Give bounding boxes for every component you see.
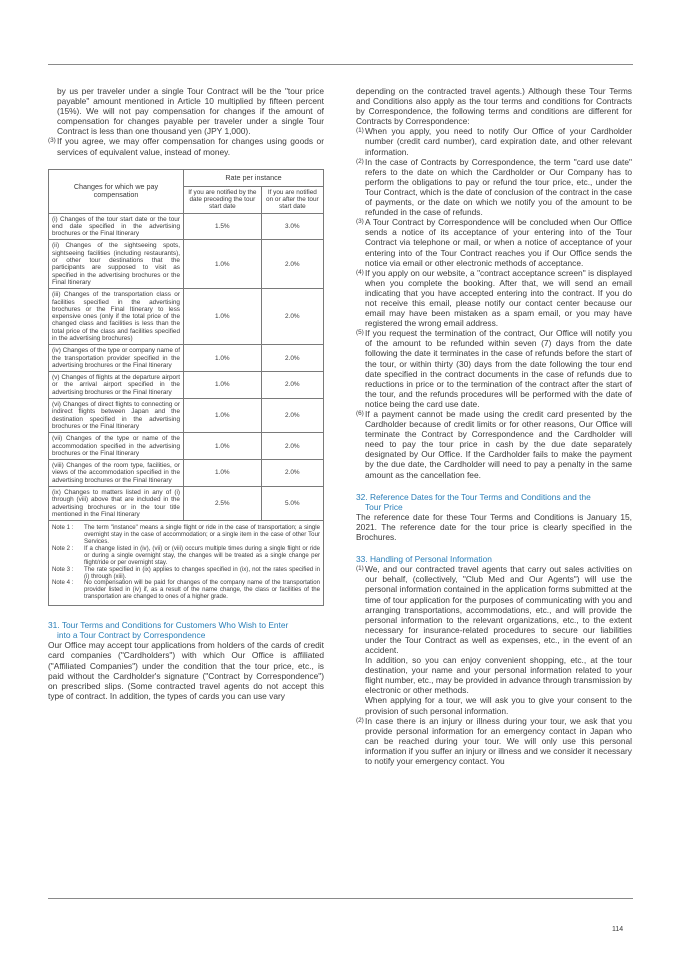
note bbox=[52, 546, 320, 567]
table-notes-row bbox=[49, 521, 324, 606]
table-row bbox=[49, 345, 324, 372]
section-33-heading: 33. Handling of Personal Information bbox=[356, 554, 492, 565]
list-item bbox=[356, 126, 632, 156]
row-description: (i) Changes of the tour start date or the tour end date specified in the advertising brochures or the Final Itinerary bbox=[49, 213, 184, 240]
table-row bbox=[49, 240, 324, 289]
list-item bbox=[356, 328, 632, 409]
list-item bbox=[48, 136, 324, 156]
row-description: (vi) Changes of direct flights to connecting or indirect flights between Japan and the destination specified in the advertising brochures or the Final Itinerary bbox=[49, 399, 184, 433]
row-rate-after: 2.0% bbox=[261, 433, 323, 460]
row-rate-before: 1.0% bbox=[184, 399, 262, 433]
table-notes bbox=[49, 521, 324, 606]
item-text: A Tour Contract by Correspondence will be concluded when Our Office sends a notice of its acceptance of your entering into of the Tour Contract via telephone or mail, or when a notice of acceptance of your entering into of the Tour Contract reaches you if Our Office sends the notice via email or other electronic methods of acceptance. bbox=[365, 217, 632, 268]
left-column bbox=[48, 86, 324, 701]
top-rule bbox=[48, 64, 633, 65]
row-rate-before: 1.0% bbox=[184, 289, 262, 345]
note-text: The term "instance" means a single flight or ride in the case of transportation; a single overnight stay in the case of accommodation; or a single item in the case of other Tour Services. bbox=[84, 524, 320, 546]
row-description: (iii) Changes of the transportation class or facilities specified in the advertising brochures or the Final Itinerary to less expensive ones (only if the total price of the changed class and facilities is less than the total price of the class and facilities specified in the advertising brochures) bbox=[49, 289, 184, 345]
list-item bbox=[356, 157, 632, 218]
section-31-heading-line2: into a Tour Contract by Correspondence bbox=[57, 630, 206, 641]
row-rate-after: 2.0% bbox=[261, 289, 323, 345]
item-text: In case there is an injury or illness during your tour, we ask that you provide personal information for an emergency contact in Japan who can be reached during your tour. We will only use this personal information if you suffer an injury or illness and we consider it necessary to notify your emergency contact. You bbox=[365, 715, 632, 766]
table-row bbox=[49, 289, 324, 345]
row-description: (viii) Changes of the room type, facilities, or views of the accommodation specified in the advertising brochures or the Final Itinerary bbox=[49, 460, 184, 487]
table-row bbox=[49, 372, 324, 399]
table-row bbox=[49, 487, 324, 521]
row-rate-after: 2.0% bbox=[261, 460, 323, 487]
column-header-changes: Changes for which we pay compensation bbox=[49, 169, 184, 213]
item-number: (3) bbox=[48, 137, 56, 145]
list-item bbox=[356, 268, 632, 329]
row-rate-before: 1.5% bbox=[184, 213, 262, 240]
row-rate-after: 2.0% bbox=[261, 399, 323, 433]
section-32-heading-line2: Tour Price bbox=[365, 501, 403, 512]
note-label: Note 2 : bbox=[52, 544, 74, 552]
table-row bbox=[49, 399, 324, 433]
item-text: If a payment cannot be made using the credit card presented by the Cardholder because of credit limits or for other reasons, Our Office will terminate the Contract by Correspondence and the Cardholder will need to pay the tour price in cash by the due date separately designated by Our Office. If the Cardholder fails to make the payment by the due date, the Cardholder will need to pay a penalty in the same amount as the cancellation fee. bbox=[365, 409, 632, 480]
column-header-rate: Rate per instance bbox=[184, 169, 324, 186]
item-text: In the case of Contracts by Correspondence, the term "card use date" refers to the date on which the Cardholder or Our Company has to perform the obligations to pay or refund the tour price, etc., under the Tour Contract, which is the date of conclusion of the contract in the case of payments, or the date on which we notify you of the amount to be refunded in the case of refunds. bbox=[365, 156, 632, 218]
item-text-main: We, and our contracted travel agents that carry out sales activities on our behalf, (collectively, "Club Med and Our Agents") will use the personal information contained in the application forms submitted at the time of tour application for the purposes of communicating with you and arranging transportations, accommodations, etc., and will provide the personal information to the relevant organizations, etc., to the extent necessary for insurance-related procedures to secure our liabilities under the Tour Contract as well as expenses, etc., in the event of an accident. bbox=[365, 564, 632, 655]
column-header-before-start: If you are notified by the date preceding the tour start date bbox=[184, 186, 262, 213]
row-description: (vii) Changes of the type or name of the accommodation specified in the advertising brochures or the Final Itinerary bbox=[49, 433, 184, 460]
row-rate-before: 1.0% bbox=[184, 460, 262, 487]
item-number: (2) bbox=[356, 716, 364, 724]
continued-paragraph: depending on the contracted travel agents.) Although these Tour Terms and Conditions also apply as the tour terms and conditions for Contracts by Correspondence, the following terms and conditions are different for Contracts by Correspondence: bbox=[356, 86, 632, 127]
item-text bbox=[365, 564, 632, 655]
list-item bbox=[356, 564, 632, 655]
item-subparagraph: When applying for a tour, we will ask you to give your consent to the provision of such personal information. bbox=[365, 695, 632, 716]
table-row bbox=[49, 460, 324, 487]
list-item bbox=[356, 217, 632, 267]
table-header-row bbox=[49, 169, 324, 186]
row-rate-before: 1.0% bbox=[184, 345, 262, 372]
row-description: (iv) Changes of the type or company name of the transportation provider specified in the advertising brochures or the Final Itinerary bbox=[49, 345, 184, 372]
row-description: (ix) Changes to matters listed in any of (i) through (viii) above that are included in the advertising brochures or in the tour title mentioned in the Final Itinerary bbox=[49, 487, 184, 521]
right-column bbox=[356, 86, 632, 766]
note-label: Note 1 : bbox=[52, 524, 74, 532]
note-label: Note 4 : bbox=[52, 579, 74, 587]
section-31-body: Our Office may accept tour applications from holders of the cards of credit card companies ("Cardholders") with which Our Office is affiliated ("Affiliated Companies") under the condition that the tour price, etc., is paid without the Cardholder's signature ("Contract by Correspondence") on prescribed slips. (Some contracted travel agents do not accept this type of contract. In addition, the types of cards you can use vary bbox=[48, 640, 324, 701]
item-text: If you agree, we may offer compensation for changes using goods or services of equivalent value, instead of money. bbox=[57, 136, 324, 157]
row-rate-after: 3.0% bbox=[261, 213, 323, 240]
section-32-heading bbox=[356, 492, 632, 512]
item-number: (2) bbox=[356, 157, 364, 165]
row-rate-before: 1.0% bbox=[184, 240, 262, 289]
row-rate-before: 1.0% bbox=[184, 372, 262, 399]
note bbox=[52, 525, 320, 546]
list-item bbox=[356, 409, 632, 480]
item-number: (5) bbox=[356, 329, 364, 337]
column-header-after-start: If you are notified on or after the tour start date bbox=[261, 186, 323, 213]
item-number: (4) bbox=[356, 268, 364, 276]
section-31-heading-line1: 31. Tour Terms and Conditions for Customers Who Wish to Enter bbox=[48, 620, 289, 631]
table-row bbox=[49, 213, 324, 240]
item-subparagraph: In addition, so you can enjoy convenient shopping, etc., at the tour destination, your name and your personal information related to your flight number, etc., may be provided in advance through transmission by electronic or other methods. bbox=[365, 655, 632, 696]
item-number: (3) bbox=[356, 218, 364, 226]
item-number: (1) bbox=[356, 565, 364, 573]
note-text: If a change listed in (iv), (vii) or (viii) occurs multiple times during a single flight or ride or during a single overnight stay, the changes will be treated as a single change per flight/ride or per overnight stay. bbox=[84, 544, 320, 566]
item-text: If you apply on our website, a "contract acceptance screen" is displayed when you complete the booking. After that, we will send an email indicating that you have accepted entering into the contract. If you do not receive this email, please notify our contact center because our email may have been mistaken as a spam email, or you may have registered the wrong email address. bbox=[365, 267, 632, 329]
item-number: (1) bbox=[356, 127, 364, 135]
row-rate-after: 2.0% bbox=[261, 240, 323, 289]
table-row bbox=[49, 433, 324, 460]
note-text: No compensation will be paid for changes of the company name of the transportation provider listed in (iv) if, as a result of the name change, the class or facilities of the transportation are changed to ones of a higher grade. bbox=[84, 579, 320, 601]
bottom-rule bbox=[48, 898, 633, 899]
note bbox=[52, 567, 320, 581]
row-description: (v) Changes of flights at the departure airport or the arrival airport specified in the advertising brochures or the Final Itinerary bbox=[49, 372, 184, 399]
row-rate-before: 1.0% bbox=[184, 433, 262, 460]
section-32-heading-line1: 32. Reference Dates for the Tour Terms and Conditions and the bbox=[356, 491, 591, 502]
intro-paragraph: by us per traveler under a single Tour Contract will be the "tour price payable" amount mentioned in Article 10 multiplied by fifteen percent (15%). We will not pay compensation for changes if the amount of compensation for changes payable per traveler under a single Tour Contract is less than one thousand yen (JPY 1,000). bbox=[57, 86, 324, 137]
list-item bbox=[356, 716, 632, 766]
note-label: Note 3 : bbox=[52, 565, 74, 573]
row-rate-before: 2.5% bbox=[184, 487, 262, 521]
row-rate-after: 2.0% bbox=[261, 345, 323, 372]
item-text: If you request the termination of the contract, Our Office will notify you of the amount to be refunded within seven (7) days from the date following the date it terminates in the case of refunds before the start of the tour, or within thirty (30) days from the date following the tour end date specified in the contract documents in the case of refunds due to reductions in price or to the termination of the contract after the start of the tour, and the refunds procedures will be performed with the date of notice being the card use date. bbox=[365, 328, 632, 409]
section-32-body: The reference date for these Tour Terms and Conditions is January 15, 2021. The reference date for the tour price is clearly specified in the Brochures. bbox=[356, 511, 632, 543]
note bbox=[52, 580, 320, 601]
row-rate-after: 5.0% bbox=[261, 487, 323, 521]
item-number: (6) bbox=[356, 410, 364, 417]
compensation-table bbox=[48, 169, 324, 607]
note-text: The rate specified in (ix) applies to changes specified in (ix), not the rates specified in (i) through (xiii). bbox=[84, 565, 320, 580]
page-number: 114 bbox=[612, 926, 624, 933]
item-text: When you apply, you need to notify Our Office of your Cardholder number (credit card number), card expiration date, and other relevant information. bbox=[365, 126, 632, 157]
section-31-heading bbox=[48, 620, 324, 640]
row-description: (ii) Changes of the sightseeing spots, sightseeing facilities (including restaurants), or other tour destinations that the participants are supposed to visit as specified in the advertising brochures or the Final Itinerary bbox=[49, 240, 184, 289]
row-rate-after: 2.0% bbox=[261, 372, 323, 399]
